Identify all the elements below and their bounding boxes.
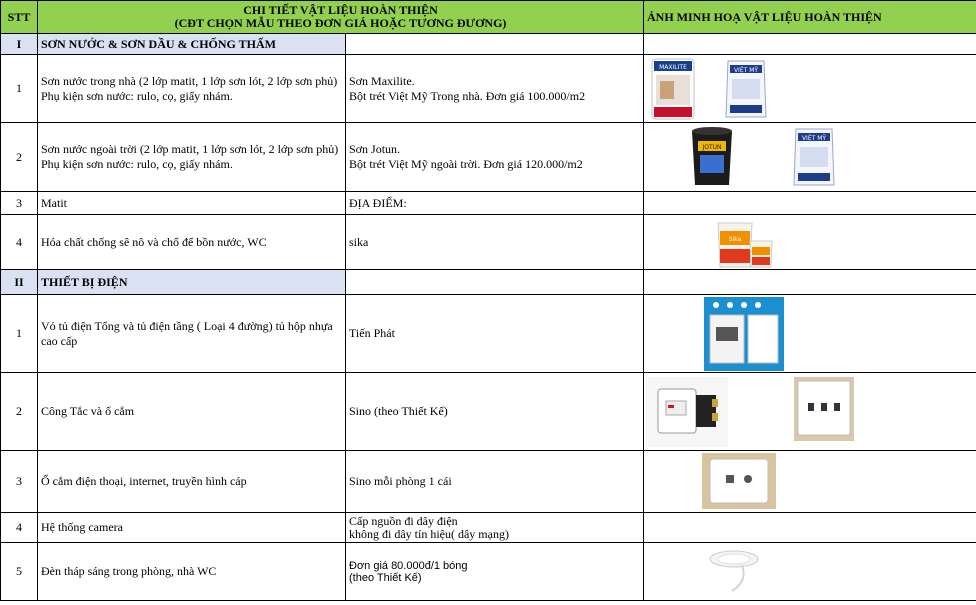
row-detail-line: Hóa chất chống sê nô và chổ để bồn nước, WC (41, 234, 267, 249)
row-stt: 4 (1, 215, 38, 270)
row-detail-line: Phụ kiện sơn nước: rulo, cọ, giấy nhám. (41, 157, 233, 171)
row-detail-line: Sơn nước ngoài trời (2 lớp matit, 1 lớp sơn lót, 2 lớp sơn phủ) (41, 142, 339, 156)
row-stt: 5 (1, 543, 38, 601)
row-stt: 4 (1, 513, 38, 543)
row-detail (38, 123, 346, 192)
row-detail-line: Đèn tháp sáng trong phòng, nhà WC (41, 564, 217, 578)
section-stt: II (1, 270, 38, 295)
section-empty (346, 34, 644, 55)
row-detail (38, 373, 346, 451)
row-stt: 1 (1, 295, 38, 373)
row-spec-line: không đi dây tín hiệu( dây mạng) (349, 526, 509, 541)
row-spec (346, 55, 644, 123)
jotun-paint-bucket-image (686, 125, 738, 189)
header-image: ẢNH MINH HOẠ VẬT LIỆU HOÀN THIỆN (644, 1, 976, 34)
row-image-cell (644, 295, 976, 373)
row-spec (346, 295, 644, 373)
row-detail (38, 215, 346, 270)
header-stt: STT (1, 1, 38, 34)
section-title: SƠN NƯỚC & SƠN DẦU & CHỐNG THẤM (38, 34, 346, 55)
header-detail-line2: (CĐT CHỌN MẪU THEO ĐƠN GIÁ HOẶC TƯƠNG ĐƯƠNG) (174, 16, 507, 30)
downlight-image (702, 545, 766, 599)
row-image-cell (644, 513, 976, 543)
section-row (1, 270, 976, 295)
row-stt: 2 (1, 123, 38, 192)
section-title: THIẾT BỊ ĐIỆN (38, 270, 346, 295)
table-row (1, 55, 976, 123)
row-spec-line: Bột trét Việt Mỹ Trong nhà. Đơn giá 100.000/m2 (349, 88, 586, 103)
row-spec (346, 215, 644, 270)
electrical-cabinet-image (704, 297, 784, 371)
svg-text:JOTUN: JOTUN (702, 144, 722, 151)
row-detail-line: Matit (41, 195, 67, 210)
svg-text:VIỆT MỸ: VIỆT MỸ (801, 135, 827, 142)
row-image-cell (644, 373, 976, 451)
viet-my-putty-bag-image (724, 57, 768, 121)
svg-text:MAXILITE: MAXILITE (659, 64, 687, 71)
table-row (1, 451, 976, 513)
row-stt: 1 (1, 55, 38, 123)
row-spec-line: Tiến Phát (349, 326, 395, 340)
row-spec-line: ĐỊA ĐIỂM: (349, 195, 407, 210)
row-spec (346, 451, 644, 513)
row-image-cell (644, 451, 976, 513)
table-header-row (1, 1, 976, 34)
table-row (1, 295, 976, 373)
row-detail-line: Phụ kiện sơn nước: rulo, cọ, giấy nhám. (41, 88, 233, 103)
header-detail-line1: CHI TIẾT VẬT LIỆU HOÀN THIỆN (243, 3, 438, 17)
data-socket-plate-image (702, 453, 776, 509)
row-spec-line: Sino mỗi phòng 1 cái (349, 474, 452, 488)
row-detail (38, 55, 346, 123)
section-empty (346, 270, 644, 295)
row-detail (38, 513, 346, 543)
svg-text:Sika: Sika (728, 236, 742, 243)
header-detail (38, 1, 644, 34)
row-spec (346, 543, 644, 601)
row-detail-line: Ổ cắm điện thoại, internet, truyền hình cáp (41, 474, 247, 488)
row-detail-line: Sơn nước trong nhà (2 lớp matit, 1 lớp sơn lót, 2 lớp sơn phủ) (41, 73, 338, 88)
section-empty (644, 34, 976, 55)
row-image-cell (644, 192, 976, 215)
row-spec-line: Bột trét Việt Mỹ ngoài trời. Đơn giá 120.000/m2 (349, 157, 583, 171)
row-spec-line: Cấp nguồn đi dây điện (349, 513, 458, 528)
sika-waterproofing-buckets-image (714, 217, 776, 269)
socket-plate-image (794, 377, 854, 441)
row-spec-line: Sơn Jotun. (349, 142, 401, 156)
row-image-cell (644, 123, 976, 192)
svg-text:VIỆT MỸ: VIỆT MỸ (733, 67, 759, 74)
table-row (1, 215, 976, 270)
table-row (1, 123, 976, 192)
viet-my-putty-bag-image (792, 125, 836, 189)
row-spec (346, 373, 644, 451)
row-spec-line: Sino (theo Thiết Kế) (349, 404, 448, 418)
row-stt: 3 (1, 451, 38, 513)
row-spec-line: (theo Thiết Kế) (349, 571, 422, 584)
row-spec-line: Sơn Maxilite. (349, 73, 415, 88)
table-row (1, 373, 976, 451)
row-detail-line: Vỏ tủ điện Tổng và tủ điện tầng ( Loại 4 đường) tủ hộp nhựa (41, 318, 333, 333)
table-row (1, 513, 976, 543)
row-spec (346, 513, 644, 543)
row-spec-line: Đơn giá 80.000đ/1 bóng (349, 559, 468, 572)
maxilite-paint-bucket-image (650, 57, 696, 121)
wall-switch-image (646, 377, 728, 447)
table-row (1, 192, 976, 215)
row-detail (38, 451, 346, 513)
section-stt: I (1, 34, 38, 55)
row-detail-line: cao cấp (41, 333, 78, 348)
row-detail-line: Hệ thống camera (41, 520, 123, 534)
row-image-cell (644, 55, 976, 123)
row-spec-line: sika (349, 234, 369, 249)
row-spec (346, 123, 644, 192)
row-spec (346, 192, 644, 215)
row-stt: 2 (1, 373, 38, 451)
row-image-cell (644, 215, 976, 270)
row-detail (38, 543, 346, 601)
row-stt: 3 (1, 192, 38, 215)
section-empty (644, 270, 976, 295)
row-detail-line: Công Tắc và ổ cắm (41, 404, 135, 418)
section-row (1, 34, 976, 55)
row-image-cell (644, 543, 976, 601)
row-detail (38, 192, 346, 215)
row-detail (38, 295, 346, 373)
table-row (1, 543, 976, 601)
